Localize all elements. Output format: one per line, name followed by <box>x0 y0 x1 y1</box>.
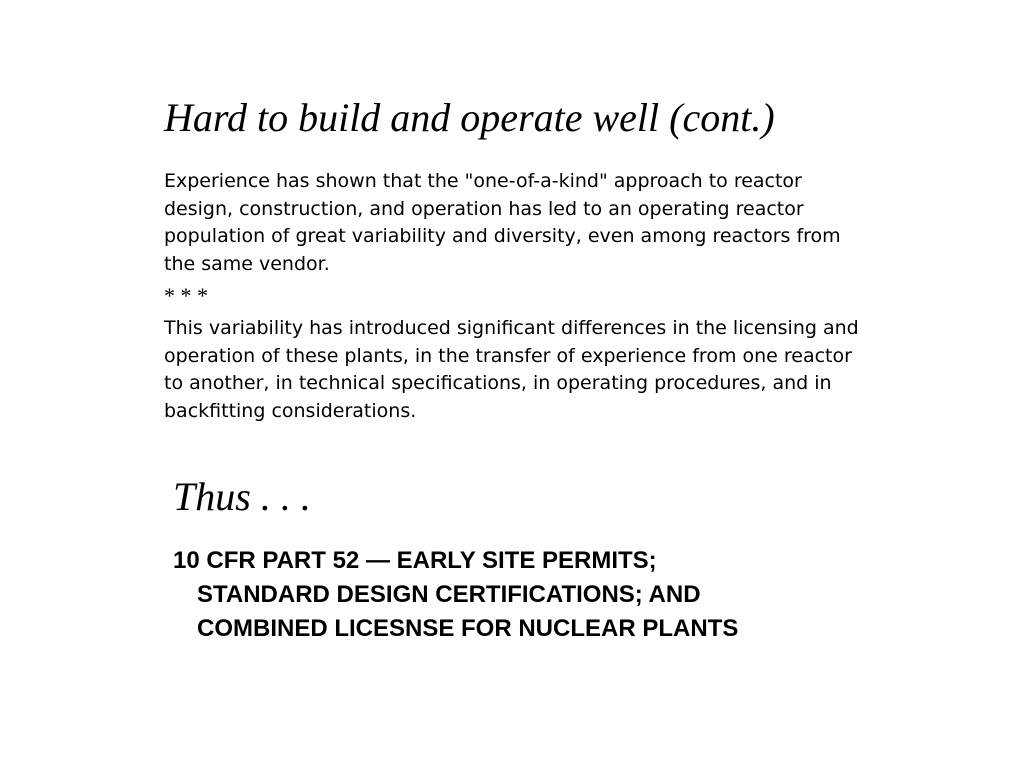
regulation-title <box>173 544 893 646</box>
slide-title: Hard to build and operate well (cont.) <box>164 95 775 140</box>
experience-paragraph: Experience has shown that the "one-of-a-kind" approach to reactor design, construction, and operation has led to an operating reactor population of great variability and diversity, even among reactors from the same vendor. <box>164 170 841 275</box>
section-separator: * * * <box>164 283 208 308</box>
regulation-title-line-2: STANDARD DESIGN CERTIFICATIONS; AND <box>197 581 701 608</box>
variability-paragraph: This variability has introduced significant differences in the licensing and operation of these plants, in the transfer of experience from one reactor to another, in technical specifications, in operating procedures, and in backfitting considerations. <box>164 317 859 422</box>
regulation-title-line-3: COMBINED LICESNSE FOR NUCLEAR PLANTS <box>197 615 739 642</box>
thus-heading: Thus . . . <box>173 474 311 519</box>
regulation-title-line-1: 10 CFR PART 52 — EARLY SITE PERMITS; <box>173 547 657 574</box>
